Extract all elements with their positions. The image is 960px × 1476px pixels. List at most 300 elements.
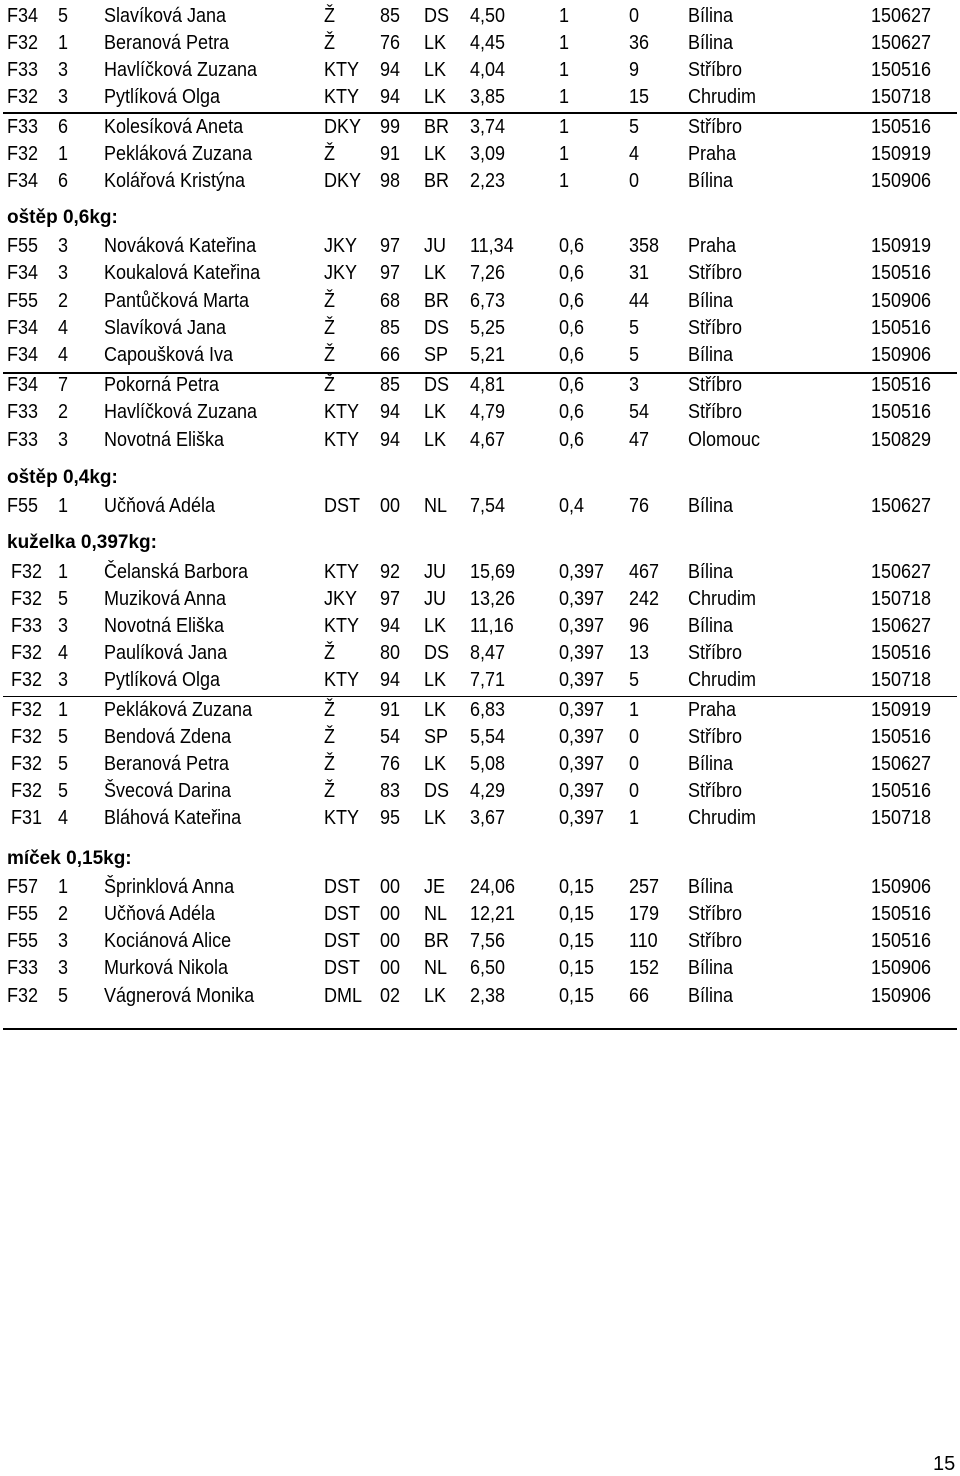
athlete-name-cell: Novotná Eliška	[103, 614, 225, 637]
athlete-name-cell: Švecová Darina	[103, 779, 232, 802]
points-cell: 47	[628, 428, 650, 451]
club-type-cell: Ž	[324, 779, 335, 802]
table-row	[0, 667, 932, 694]
result-cell: 12,21	[469, 902, 516, 925]
club-code-cell: LK	[423, 614, 447, 637]
club-code-cell: BR	[423, 115, 450, 138]
birth-year-cell: 95	[379, 806, 401, 829]
table-row	[0, 955, 932, 982]
club-type-cell: KTY	[324, 428, 360, 451]
implement-weight-cell: 0,397	[558, 587, 605, 610]
birth-year-cell: 92	[379, 560, 401, 583]
implement-weight-cell: 0,6	[558, 234, 585, 257]
club-code-cell: DS	[423, 316, 450, 339]
points-cell: 36	[628, 31, 650, 54]
club-code-cell: NL	[423, 956, 448, 979]
athlete-name-cell: Havlíčková Zuzana	[103, 58, 258, 81]
date-cell: 150906	[870, 289, 932, 312]
category-cell: F33	[6, 956, 39, 979]
athlete-name-cell: Paulíková Jana	[103, 641, 228, 664]
athlete-name-cell: Učňová Adéla	[103, 494, 216, 517]
result-cell: 13,26	[469, 587, 516, 610]
table-row	[0, 342, 932, 369]
table-row	[0, 559, 932, 586]
category-cell: F32	[10, 587, 43, 610]
date-cell: 150829	[870, 428, 932, 451]
divider-line	[3, 1028, 957, 1030]
position-cell: 3	[57, 929, 69, 952]
club-code-cell: BR	[423, 929, 450, 952]
table-row	[0, 372, 932, 399]
points-cell: 5	[628, 316, 639, 339]
points-cell: 152	[628, 956, 660, 979]
birth-year-cell: 94	[379, 58, 401, 81]
birth-year-cell: 97	[379, 234, 401, 257]
result-cell: 4,04	[469, 58, 506, 81]
club-type-cell: Ž	[324, 698, 335, 721]
implement-weight-cell: 1	[558, 169, 570, 192]
athlete-name-cell: Nováková Kateřina	[103, 234, 257, 257]
club-type-cell: Ž	[324, 289, 335, 312]
venue-cell: Bílina	[687, 875, 734, 898]
implement-weight-cell: 0,6	[558, 261, 585, 284]
club-code-cell: JU	[423, 587, 447, 610]
result-cell: 3,85	[469, 85, 506, 108]
date-cell: 150627	[870, 31, 932, 54]
position-cell: 2	[57, 400, 69, 423]
points-cell: 1	[628, 698, 639, 721]
birth-year-cell: 97	[379, 261, 401, 284]
points-cell: 5	[628, 343, 639, 366]
table-row	[0, 805, 932, 832]
position-cell: 1	[57, 31, 69, 54]
club-type-cell: KTY	[324, 668, 360, 691]
venue-cell: Stříbro	[687, 929, 743, 952]
club-type-cell: KTY	[324, 400, 360, 423]
implement-weight-cell: 0,397	[558, 614, 605, 637]
athlete-name-cell: Čelanská Barbora	[103, 560, 249, 583]
athlete-name-cell: Murková Nikola	[103, 956, 229, 979]
club-code-cell: LK	[423, 984, 447, 1007]
table-row	[0, 315, 932, 342]
birth-year-cell: 00	[379, 902, 401, 925]
venue-cell: Stříbro	[687, 400, 743, 423]
venue-cell: Stříbro	[687, 261, 743, 284]
venue-cell: Bílina	[687, 984, 734, 1007]
venue-cell: Praha	[687, 698, 737, 721]
category-cell: F34	[6, 169, 39, 192]
venue-cell: Bílina	[687, 614, 734, 637]
category-cell: F32	[6, 142, 39, 165]
date-cell: 150516	[870, 316, 932, 339]
club-code-cell: DS	[423, 373, 450, 396]
birth-year-cell: 94	[379, 428, 401, 451]
date-cell: 150516	[870, 58, 932, 81]
club-type-cell: JKY	[324, 587, 358, 610]
position-cell: 4	[57, 316, 69, 339]
date-cell: 150718	[870, 668, 932, 691]
birth-year-cell: 94	[379, 85, 401, 108]
category-cell: F32	[6, 984, 39, 1007]
club-type-cell: Ž	[324, 343, 335, 366]
category-cell: F33	[6, 428, 39, 451]
implement-weight-cell: 0,397	[558, 560, 605, 583]
result-cell: 3,74	[469, 115, 506, 138]
athlete-name-cell: Bendová Zdena	[103, 725, 232, 748]
result-cell: 6,73	[469, 289, 506, 312]
implement-weight-cell: 0,6	[558, 373, 585, 396]
implement-weight-cell: 0,4	[558, 494, 585, 517]
club-code-cell: NL	[423, 494, 448, 517]
date-cell: 150906	[870, 956, 932, 979]
table-row	[0, 84, 932, 111]
result-cell: 7,56	[469, 929, 506, 952]
position-cell: 4	[57, 806, 69, 829]
category-cell: F55	[6, 289, 39, 312]
implement-weight-cell: 0,15	[558, 984, 595, 1007]
date-cell: 150906	[870, 875, 932, 898]
points-cell: 358	[628, 234, 660, 257]
athlete-name-cell: Vágnerová Monika	[103, 984, 255, 1007]
category-cell: F32	[10, 698, 43, 721]
birth-year-cell: 76	[379, 31, 401, 54]
club-code-cell: LK	[423, 752, 447, 775]
date-cell: 150919	[870, 142, 932, 165]
points-cell: 66	[628, 984, 650, 1007]
birth-year-cell: 99	[379, 115, 401, 138]
points-cell: 5	[628, 668, 639, 691]
athlete-name-cell: Pytlíková Olga	[103, 668, 221, 691]
table-row	[0, 928, 932, 955]
birth-year-cell: 66	[379, 343, 401, 366]
result-cell: 5,08	[469, 752, 506, 775]
table-row	[0, 697, 932, 724]
venue-cell: Stříbro	[687, 641, 743, 664]
birth-year-cell: 91	[379, 142, 401, 165]
position-cell: 3	[57, 956, 69, 979]
club-type-cell: DST	[324, 929, 360, 952]
club-type-cell: KTY	[324, 58, 360, 81]
table-row	[0, 751, 932, 778]
divider-line	[3, 112, 957, 114]
venue-cell: Stříbro	[687, 115, 743, 138]
position-cell: 3	[57, 85, 69, 108]
table-row	[0, 141, 932, 168]
position-cell: 3	[57, 261, 69, 284]
club-code-cell: DS	[423, 4, 450, 27]
category-cell: F33	[10, 614, 43, 637]
club-code-cell: LK	[423, 58, 447, 81]
position-cell: 5	[57, 752, 69, 775]
points-cell: 0	[628, 725, 639, 748]
position-cell: 2	[57, 902, 69, 925]
club-type-cell: Ž	[324, 4, 335, 27]
club-code-cell: BR	[423, 289, 450, 312]
club-code-cell: LK	[423, 698, 447, 721]
birth-year-cell: 80	[379, 641, 401, 664]
table-row	[0, 399, 932, 426]
club-code-cell: JU	[423, 234, 447, 257]
date-cell: 150919	[870, 698, 932, 721]
athlete-name-cell: Slavíková Jana	[103, 4, 227, 27]
position-cell: 5	[57, 779, 69, 802]
venue-cell: Bílina	[687, 956, 734, 979]
position-cell: 5	[57, 587, 69, 610]
implement-weight-cell: 0,397	[558, 698, 605, 721]
birth-year-cell: 94	[379, 400, 401, 423]
position-cell: 1	[57, 142, 69, 165]
birth-year-cell: 00	[379, 956, 401, 979]
category-cell: F32	[10, 560, 43, 583]
category-cell: F34	[6, 316, 39, 339]
points-cell: 467	[628, 560, 660, 583]
table-row	[0, 493, 932, 520]
date-cell: 150516	[870, 261, 932, 284]
implement-weight-cell: 0,6	[558, 343, 585, 366]
venue-cell: Bílina	[687, 31, 734, 54]
position-cell: 3	[57, 58, 69, 81]
implement-weight-cell: 1	[558, 85, 570, 108]
implement-weight-cell: 0,6	[558, 316, 585, 339]
implement-weight-cell: 0,397	[558, 806, 605, 829]
venue-cell: Chrudim	[687, 85, 757, 108]
date-cell: 150516	[870, 115, 932, 138]
club-type-cell: JKY	[324, 261, 358, 284]
category-cell: F32	[10, 668, 43, 691]
result-cell: 4,50	[469, 4, 506, 27]
implement-weight-cell: 1	[558, 142, 570, 165]
position-cell: 6	[57, 169, 69, 192]
athlete-name-cell: Kociánová Alice	[103, 929, 232, 952]
section-heading: oštěp 0,4kg:	[7, 467, 118, 488]
points-cell: 0	[628, 169, 639, 192]
page-number: 15	[933, 1453, 956, 1475]
result-cell: 6,83	[469, 698, 506, 721]
club-type-cell: DKY	[324, 115, 362, 138]
category-cell: F55	[6, 494, 39, 517]
table-row	[0, 586, 932, 613]
result-cell: 2,38	[469, 984, 506, 1007]
birth-year-cell: 85	[379, 4, 401, 27]
category-cell: F32	[10, 725, 43, 748]
club-type-cell: Ž	[324, 316, 335, 339]
implement-weight-cell: 0,15	[558, 956, 595, 979]
implement-weight-cell: 0,397	[558, 641, 605, 664]
implement-weight-cell: 1	[558, 58, 570, 81]
club-code-cell: BR	[423, 169, 450, 192]
result-cell: 7,26	[469, 261, 506, 284]
date-cell: 150627	[870, 560, 932, 583]
position-cell: 3	[57, 428, 69, 451]
venue-cell: Stříbro	[687, 58, 743, 81]
venue-cell: Bílina	[687, 169, 734, 192]
points-cell: 9	[628, 58, 639, 81]
athlete-name-cell: Pekláková Zuzana	[103, 142, 253, 165]
position-cell: 4	[57, 343, 69, 366]
points-cell: 31	[628, 261, 650, 284]
venue-cell: Bílina	[687, 560, 734, 583]
date-cell: 150627	[870, 752, 932, 775]
points-cell: 0	[628, 4, 639, 27]
club-type-cell: DML	[324, 984, 363, 1007]
club-code-cell: LK	[423, 668, 447, 691]
athlete-name-cell: Pantůčková Marta	[103, 289, 250, 312]
club-code-cell: DS	[423, 779, 450, 802]
venue-cell: Stříbro	[687, 779, 743, 802]
date-cell: 150906	[870, 169, 932, 192]
table-row	[0, 901, 932, 928]
result-cell: 8,47	[469, 641, 506, 664]
points-cell: 44	[628, 289, 650, 312]
position-cell: 3	[57, 614, 69, 637]
table-row	[0, 3, 932, 30]
position-cell: 5	[57, 984, 69, 1007]
venue-cell: Chrudim	[687, 587, 757, 610]
club-code-cell: LK	[423, 31, 447, 54]
points-cell: 179	[628, 902, 660, 925]
position-cell: 1	[57, 875, 69, 898]
result-cell: 15,69	[469, 560, 516, 583]
implement-weight-cell: 0,6	[558, 428, 585, 451]
section-heading: kuželka 0,397kg:	[7, 532, 157, 553]
birth-year-cell: 85	[379, 373, 401, 396]
club-type-cell: DST	[324, 494, 360, 517]
points-cell: 5	[628, 115, 639, 138]
table-row	[0, 168, 932, 195]
table-row	[0, 260, 932, 287]
athlete-name-cell: Bláhová Kateřina	[103, 806, 242, 829]
implement-weight-cell: 0,397	[558, 725, 605, 748]
points-cell: 76	[628, 494, 650, 517]
date-cell: 150906	[870, 343, 932, 366]
position-cell: 3	[57, 234, 69, 257]
venue-cell: Stříbro	[687, 725, 743, 748]
club-type-cell: Ž	[324, 373, 335, 396]
venue-cell: Praha	[687, 234, 737, 257]
athlete-name-cell: Pytlíková Olga	[103, 85, 221, 108]
club-type-cell: JKY	[324, 234, 358, 257]
category-cell: F32	[10, 779, 43, 802]
points-cell: 3	[628, 373, 639, 396]
birth-year-cell: 00	[379, 494, 401, 517]
section-heading: míček 0,15kg:	[7, 848, 132, 869]
position-cell: 5	[57, 4, 69, 27]
date-cell: 150516	[870, 929, 932, 952]
athlete-name-cell: Učňová Adéla	[103, 902, 216, 925]
athlete-name-cell: Kolesíková Aneta	[103, 115, 244, 138]
athlete-name-cell: Pekláková Zuzana	[103, 698, 253, 721]
venue-cell: Bílina	[687, 494, 734, 517]
club-type-cell: DKY	[324, 169, 362, 192]
position-cell: 4	[57, 641, 69, 664]
club-type-cell: Ž	[324, 31, 335, 54]
table-row	[0, 613, 932, 640]
result-cell: 5,25	[469, 316, 506, 339]
result-cell: 4,45	[469, 31, 506, 54]
result-cell: 4,29	[469, 779, 506, 802]
athlete-name-cell: Novotná Eliška	[103, 428, 225, 451]
club-code-cell: LK	[423, 85, 447, 108]
table-row	[0, 778, 932, 805]
birth-year-cell: 02	[379, 984, 401, 1007]
venue-cell: Chrudim	[687, 668, 757, 691]
venue-cell: Stříbro	[687, 316, 743, 339]
club-code-cell: DS	[423, 641, 450, 664]
category-cell: F32	[6, 31, 39, 54]
athlete-name-cell: Beranová Petra	[103, 31, 230, 54]
result-cell: 7,54	[469, 494, 506, 517]
category-cell: F32	[10, 752, 43, 775]
result-cell: 6,50	[469, 956, 506, 979]
result-cell: 3,67	[469, 806, 506, 829]
category-cell: F33	[6, 400, 39, 423]
points-cell: 0	[628, 752, 639, 775]
birth-year-cell: 94	[379, 668, 401, 691]
table-row	[0, 30, 932, 57]
venue-cell: Stříbro	[687, 373, 743, 396]
birth-year-cell: 83	[379, 779, 401, 802]
category-cell: F55	[6, 902, 39, 925]
club-code-cell: LK	[423, 806, 447, 829]
club-type-cell: Ž	[324, 641, 335, 664]
divider-line	[3, 696, 957, 697]
venue-cell: Chrudim	[687, 806, 757, 829]
athlete-name-cell: Koukalová Kateřina	[103, 261, 261, 284]
birth-year-cell: 00	[379, 929, 401, 952]
implement-weight-cell: 0,15	[558, 875, 595, 898]
birth-year-cell: 98	[379, 169, 401, 192]
date-cell: 150516	[870, 400, 932, 423]
points-cell: 4	[628, 142, 639, 165]
club-type-cell: DST	[324, 956, 360, 979]
divider-line	[3, 372, 957, 374]
category-cell: F33	[6, 58, 39, 81]
club-type-cell: Ž	[324, 752, 335, 775]
club-code-cell: LK	[423, 400, 447, 423]
date-cell: 150516	[870, 641, 932, 664]
club-type-cell: KTY	[324, 85, 360, 108]
athlete-name-cell: Slavíková Jana	[103, 316, 227, 339]
date-cell: 150919	[870, 234, 932, 257]
date-cell: 150906	[870, 984, 932, 1007]
birth-year-cell: 91	[379, 698, 401, 721]
club-type-cell: DST	[324, 902, 360, 925]
venue-cell: Bílina	[687, 4, 734, 27]
birth-year-cell: 68	[379, 289, 401, 312]
birth-year-cell: 54	[379, 725, 401, 748]
implement-weight-cell: 0,397	[558, 668, 605, 691]
result-cell: 4,67	[469, 428, 506, 451]
venue-cell: Bílina	[687, 289, 734, 312]
points-cell: 257	[628, 875, 660, 898]
implement-weight-cell: 0,6	[558, 289, 585, 312]
position-cell: 1	[57, 698, 69, 721]
result-cell: 4,79	[469, 400, 506, 423]
club-type-cell: Ž	[324, 725, 335, 748]
venue-cell: Bílina	[687, 343, 734, 366]
implement-weight-cell: 0,397	[558, 779, 605, 802]
date-cell: 150718	[870, 806, 932, 829]
date-cell: 150627	[870, 494, 932, 517]
club-code-cell: LK	[423, 261, 447, 284]
birth-year-cell: 85	[379, 316, 401, 339]
category-cell: F55	[6, 929, 39, 952]
club-code-cell: LK	[423, 428, 447, 451]
position-cell: 7	[57, 373, 69, 396]
birth-year-cell: 00	[379, 875, 401, 898]
position-cell: 1	[57, 494, 69, 517]
table-row	[0, 640, 932, 667]
